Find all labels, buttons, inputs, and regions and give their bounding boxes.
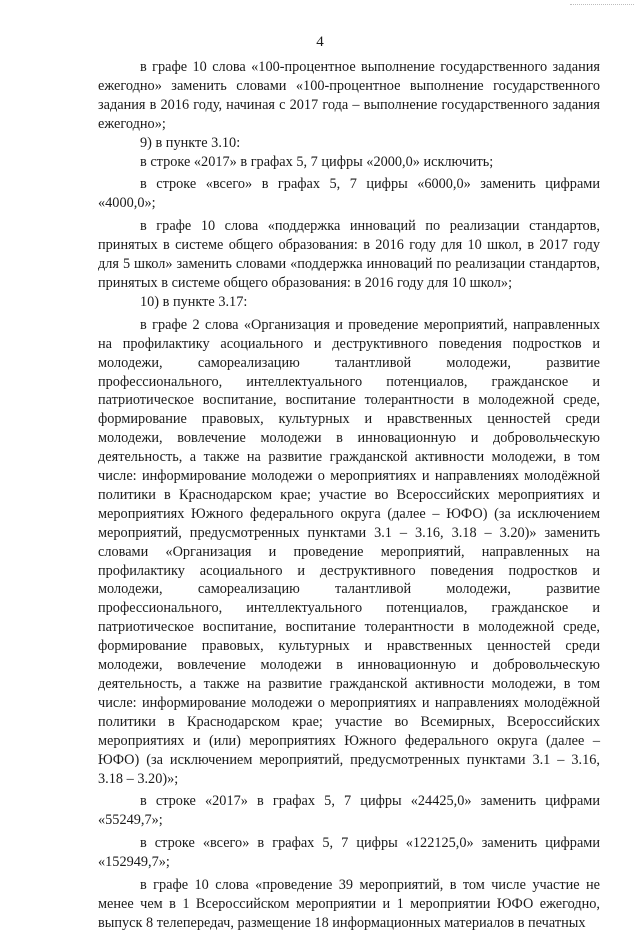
paragraph-3: в строке «2017» в графах 5, 7 цифры «2000,0» исключить;: [140, 153, 494, 170]
paragraph-1: в графе 10 слова «100-процентное выполнение государственного задания ежегодно» заменить словами «100-процентное выполнение государственного задания в 2016 году, начиная с 2017 года – выполнение государственного задания ежегодно»;: [98, 59, 600, 132]
paragraph-8: в строке «2017» в графах 5, 7 цифры «24425,0» заменить цифрами «55249,7»;: [98, 793, 600, 829]
page-number: 4: [316, 34, 324, 50]
paragraph-2: 9) в пункте 3.10:: [140, 134, 241, 151]
paragraph-5: в графе 10 слова «поддержка инноваций по реализации стандартов, принятых в системе общего образования: в 2016 году для 10 школ, в 2017 году для 5 школ» заменить словами «поддержка инноваций по реализации стандартов, принятых в системе общего образования: в 2016 году для 10 школ»;: [98, 218, 600, 291]
paragraph-9: в строке «всего» в графах 5, 7 цифры «122125,0» заменить цифрами «152949,7»;: [98, 835, 600, 871]
paragraph-7: в графе 2 слова «Организация и проведение мероприятий, направленных на профилактику асоциального и деструктивного поведения подростков и молодежи, самореализацию талантливой молодежи, развитие профессионального, интеллектуального потенциалов, гражданское и патриотическое воспитание, воспитание толерантности в молодежной среде, формирование правовых, культурных и нравственных ценностей среди молодежи, вовлечение молодежи в инновационную и добровольческую деятельность, а также на развитие гражданской активности молодежи, в том числе: информирование молодежи о мероприятиях и направлениях молодёжной политики в Краснодарском крае; участие во Всероссийских мероприятиях и мероприятиях Южного федерального округа (далее – ЮФО) (за исключением мероприятий, предусмотренных пунктами 3.1 – 3.16, 3.18 – 3.20)» заменить словами «Организация и проведение мероприятий, направленных на профилактику асоциального и деструктивного поведения подростков и молодежи, самореализацию талантливой молодежи, развитие профессионального, интеллектуального потенциалов, гражданское и патриотическое воспитание, воспитание толерантности в молодежной среде, формирование правовых, культурных и нравственных ценностей среди молодежи, вовлечение молодежи в инновационную и добровольческую деятельность, а также на развитие гражданской активности молодежи, в том числе: информирование молодежи о мероприятиях и направлениях молодёжной политики в Краснодарском крае; участие во Всемирных, Всероссийских мероприятиях и (или) мероприятиях Южного федерального округа (далее – ЮФО) (за исключением мероприятий, предусмотренных пунктами 3.1 – 3.16, 3.18 – 3.20)»;: [98, 316, 600, 787]
scan-corner-mark: [570, 4, 634, 7]
paragraph-10: в графе 10 слова «проведение 39 мероприятий, в том числе участие не менее чем в 1 Всероссийском мероприятии и 1 мероприятии ЮФО ежегодно, выпуск 8 телепередач, размещение 18 информационных материалов в печатных: [98, 877, 600, 931]
document-body: [98, 58, 600, 933]
paragraph-6: 10) в пункте 3.17:: [140, 293, 248, 310]
paragraph-4: в строке «всего» в графах 5, 7 цифры «6000,0» заменить цифрами «4000,0»;: [98, 176, 600, 212]
